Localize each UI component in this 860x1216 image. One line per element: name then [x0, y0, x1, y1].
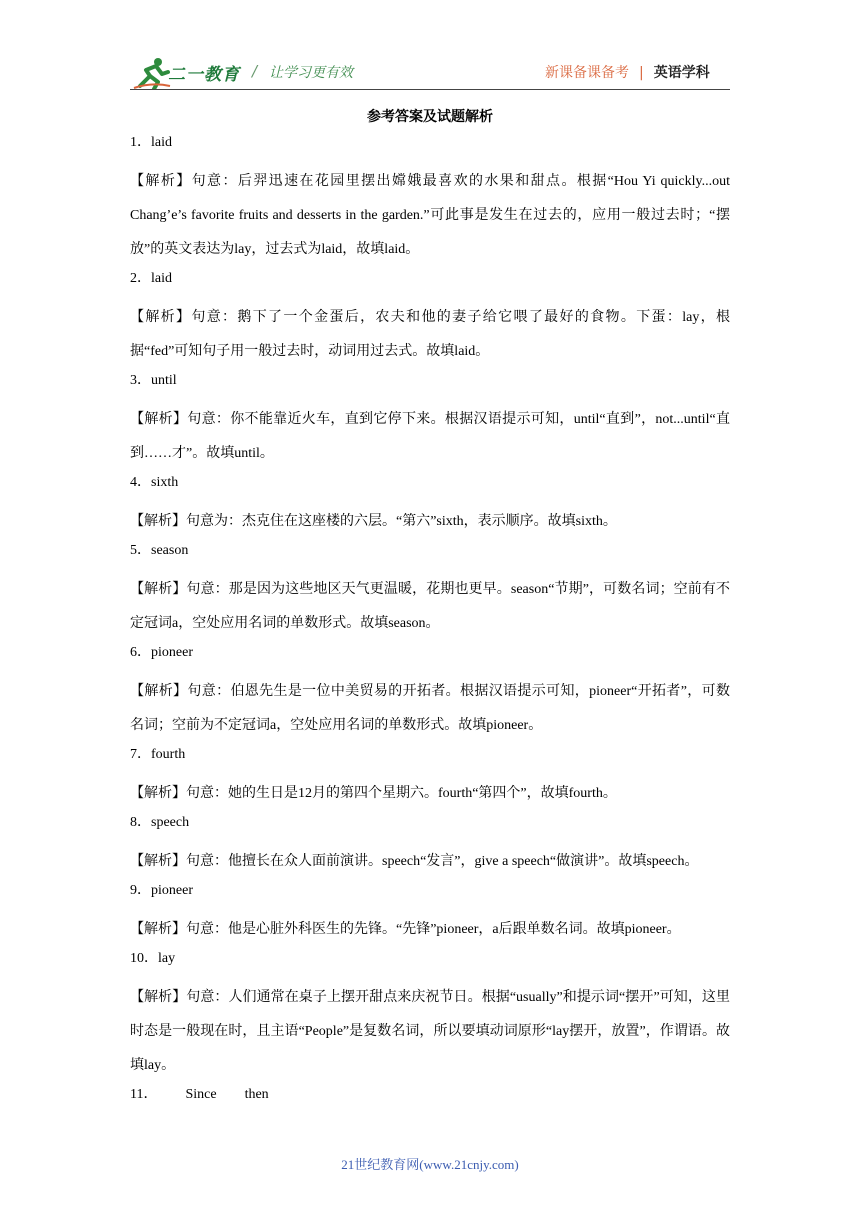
- answer-item-10: [130, 948, 730, 1083]
- answer-text: 9．pioneer: [130, 883, 193, 898]
- answer-item-4: [130, 472, 730, 539]
- logo-text: 二一教育: [168, 65, 240, 85]
- explanation-text: 【解析】句意：伯恩先生是一位中美贸易的开拓者。根据汉语提示可知，pioneer“开拓者”，可数名词；空前为不定冠词a，空处应用名词的单数形式。故填pioneer。: [130, 684, 730, 733]
- answer-item-1: [130, 132, 730, 267]
- answer-text: 7．fourth: [130, 747, 186, 762]
- slogan: 让学习更有效: [269, 65, 353, 81]
- slogan-slash: /: [252, 62, 258, 80]
- logo: [132, 56, 242, 90]
- page-footer: 21世纪教育网(www.21cnjy.com): [341, 1157, 519, 1172]
- answer-item-2: [130, 268, 730, 369]
- answer-list: [130, 132, 730, 1117]
- header-right: [545, 62, 710, 82]
- answer-item-3: [130, 370, 730, 471]
- header-course-label: 新课备课备考: [545, 65, 629, 81]
- answer-item-7: [130, 744, 730, 811]
- answer-text: 11． Since then: [130, 1087, 269, 1102]
- explanation-text: 【解析】句意：你不能靠近火车，直到它停下来。根据汉语提示可知，until“直到”，not...until“直到……才”。故填until。: [130, 412, 730, 461]
- answer-item-8: [130, 812, 730, 879]
- page-header: [0, 0, 860, 100]
- explanation-text: 【解析】句意：鹅下了一个金蛋后，农夫和他的妻子给它喂了最好的食物。下蛋：lay，根据“fed”可知句子用一般过去时，动词用过去式。故填laid。: [130, 310, 730, 359]
- answer-item-9: [130, 880, 730, 947]
- page-title: 参考答案及试题解析: [367, 109, 493, 125]
- explanation-text: 【解析】句意：他擅长在众人面前演讲。speech“发言”，give a speech“做演讲”。故填speech。: [130, 854, 699, 869]
- explanation-text: 【解析】句意为：杰克住在这座楼的六层。“第六”sixth，表示顺序。故填sixth。: [130, 514, 617, 529]
- answer-text: 8．speech: [130, 815, 190, 830]
- answer-text: 5．season: [130, 543, 189, 558]
- header-subject-label: 英语学科: [653, 65, 710, 81]
- answer-text: 10．lay: [130, 951, 176, 966]
- explanation-text: 【解析】句意：那是因为这些地区天气更温暖，花期也更早。season“节期”，可数名词；空前有不定冠词a，空处应用名词的单数形式。故填season。: [130, 582, 730, 631]
- explanation-text: 【解析】句意：人们通常在桌子上摆开甜点来庆祝节日。根据“usually”和提示词“摆开”可知，这里时态是一般现在时，且主语“People”是复数名词，所以要填动词原形“lay摆开，放置”，作谓语。故填lay。: [130, 990, 730, 1073]
- answer-text: 2．laid: [130, 271, 172, 286]
- answer-item-5: [130, 540, 730, 641]
- answer-item-11: [130, 1084, 730, 1106]
- running-man-logo-icon: [132, 56, 172, 90]
- explanation-text: 【解析】句意：后羿迅速在花园里摆出嫦娥最喜欢的水果和甜点。根据“Hou Yi quickly...out Chang’e’s favorite fruits and desserts in the garden.”可此事是发生在过去的，应用一般过去时；“摆放”的英文表达为lay，过去式为laid，故填laid。: [130, 174, 730, 257]
- header-separator: |: [639, 65, 644, 81]
- answer-item-6: [130, 642, 730, 743]
- explanation-text: 【解析】句意：她的生日是12月的第四个星期六。fourth“第四个”，故填fourth。: [130, 786, 617, 801]
- header-divider: [130, 89, 730, 90]
- answer-text: 4．sixth: [130, 475, 179, 490]
- explanation-text: 【解析】句意：他是心脏外科医生的先锋。“先锋”pioneer，a后跟单数名词。故填pioneer。: [130, 922, 681, 937]
- answer-text: 1．laid: [130, 135, 172, 150]
- answer-text: 3．until: [130, 373, 177, 388]
- answer-text: 6．pioneer: [130, 645, 193, 660]
